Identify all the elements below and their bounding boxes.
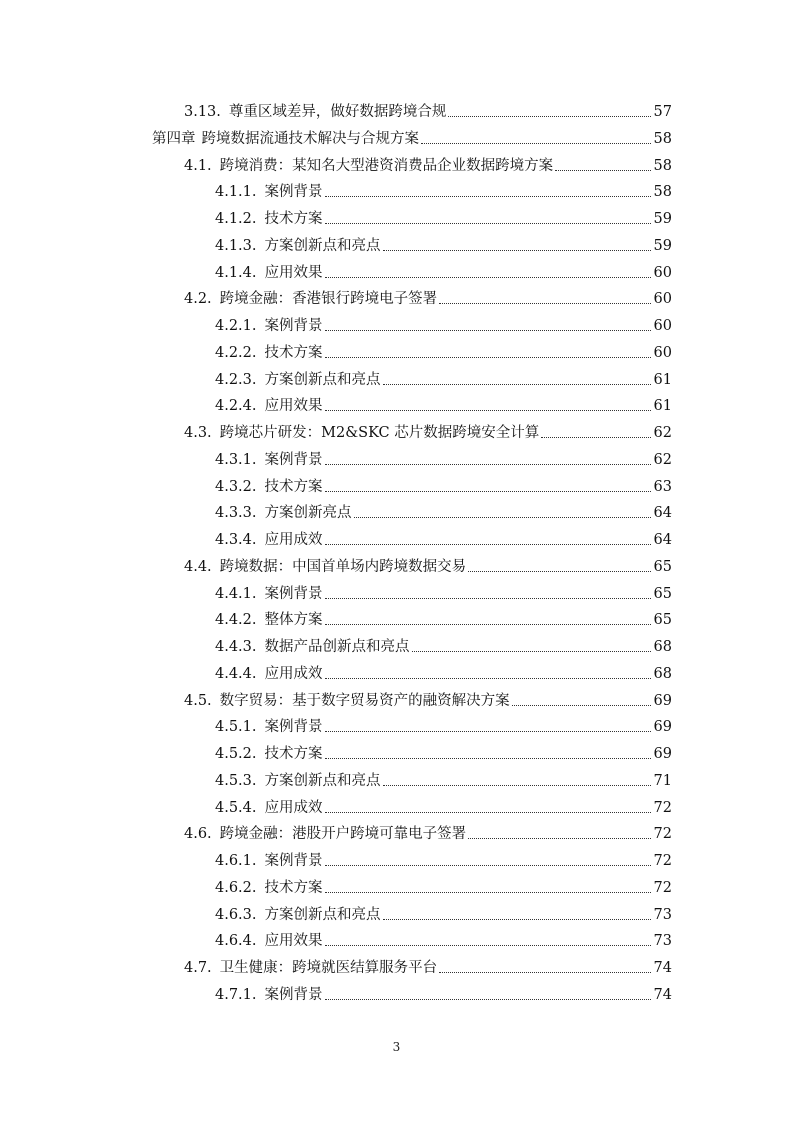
toc-entry[interactable] (215, 338, 672, 362)
toc-entry[interactable] (215, 311, 672, 335)
toc-entry-title: 数据产品创新点和亮点 (264, 639, 410, 655)
toc-dot-leader (325, 677, 651, 679)
toc-entry-number: 4.4. (184, 558, 212, 575)
toc-entry-page: 72 (653, 853, 672, 869)
toc-entry-number: 4.1.3. (215, 237, 257, 254)
toc-entry-number: 3.13. (184, 104, 221, 120)
toc-entry[interactable] (215, 391, 672, 415)
toc-entry-number: 4.3.2. (215, 478, 257, 495)
toc-entry-page: 57 (653, 104, 672, 120)
toc-dot-leader (325, 623, 651, 625)
toc-dot-leader (325, 891, 651, 893)
toc-entry-title: 技术方案 (264, 211, 323, 227)
toc-entry[interactable] (215, 365, 672, 389)
toc-entry-page: 63 (653, 478, 672, 495)
toc-entry-page: 60 (653, 291, 672, 308)
toc-entry-title: 案例背景 (264, 451, 323, 468)
toc-entry[interactable] (215, 739, 672, 763)
toc-entry[interactable] (184, 97, 672, 121)
toc-dot-leader (439, 971, 650, 973)
toc-entry[interactable] (184, 552, 672, 576)
toc-entry-number: 4.2.1. (215, 318, 257, 334)
toc-entry-page: 61 (653, 398, 672, 415)
toc-entry[interactable] (215, 873, 672, 897)
toc-entry-page: 74 (653, 960, 672, 976)
toc-entry-number: 4.4.3. (215, 639, 257, 655)
toc-entry-page: 72 (653, 879, 672, 896)
toc-dot-leader (325, 597, 651, 599)
toc-entry-page: 58 (653, 157, 672, 174)
toc-dot-leader (325, 757, 651, 759)
toc-entry-title: 应用效果 (264, 933, 323, 950)
toc-entry-title: 技术方案 (264, 478, 323, 495)
toc-entry[interactable] (215, 900, 672, 924)
toc-dot-leader (325, 944, 651, 946)
toc-entry-page: 73 (653, 906, 672, 923)
toc-dot-leader (325, 864, 651, 866)
toc-entry[interactable] (215, 659, 672, 683)
toc-entry[interactable] (215, 204, 672, 228)
toc-entry-number: 4.1.2. (215, 211, 257, 227)
toc-entry[interactable] (184, 819, 672, 843)
toc-dot-leader (448, 115, 650, 117)
toc-entry-page: 59 (653, 237, 672, 254)
toc-entry-page: 69 (653, 746, 672, 762)
toc-entry-number: 4.1.4. (215, 264, 257, 281)
toc-dot-leader (325, 811, 651, 813)
toc-dot-leader (325, 490, 651, 492)
toc-entry[interactable] (184, 151, 672, 175)
toc-entry[interactable] (215, 258, 672, 282)
toc-entry-number: 4.6.1. (215, 853, 257, 869)
toc-entry-title: 方案创新点和亮点 (264, 371, 381, 388)
toc-entry-number: 4.5.2. (215, 746, 257, 762)
toc-entry-page: 60 (653, 264, 672, 281)
toc-entry-number: 4.2. (184, 291, 212, 308)
toc-dot-leader (383, 918, 651, 920)
toc-dot-leader (468, 837, 650, 839)
toc-entry-number: 4.2.3. (215, 371, 257, 388)
toc-entry-page: 58 (653, 130, 672, 147)
toc-entry[interactable] (184, 284, 672, 308)
toc-entry-number: 4.5.3. (215, 772, 257, 789)
toc-entry-page: 60 (653, 318, 672, 334)
toc-entry[interactable] (215, 445, 672, 469)
toc-entry-page: 71 (653, 772, 672, 789)
toc-entry-title: 数字贸易：基于数字贸易资产的融资解决方案 (219, 692, 510, 709)
toc-dot-leader (421, 142, 651, 144)
toc-entry[interactable] (215, 605, 672, 629)
toc-dot-leader (383, 784, 651, 786)
toc-entry-title: 应用成效 (264, 665, 323, 682)
toc-chapter-entry[interactable] (152, 124, 672, 148)
toc-dot-leader (468, 570, 650, 572)
toc-entry-page: 58 (653, 184, 672, 201)
toc-entry-title: 方案创新点和亮点 (264, 906, 381, 923)
toc-entry-page: 59 (653, 211, 672, 227)
toc-entry-page: 65 (653, 612, 672, 629)
toc-entry-page: 72 (653, 826, 672, 843)
toc-entry-number: 4.3. (184, 425, 212, 441)
toc-entry-number: 4.4.4. (215, 665, 257, 682)
toc-entry[interactable] (215, 632, 672, 656)
page-number: 3 (392, 1040, 401, 1054)
toc-entry-title: 案例背景 (264, 719, 323, 736)
toc-entry-page: 68 (653, 665, 672, 682)
toc-entry-page: 69 (653, 692, 672, 709)
toc-dot-leader (325, 463, 651, 465)
toc-entry-number: 4.3.1. (215, 451, 257, 468)
toc-entry-number: 4.3.3. (215, 505, 257, 522)
toc-entry-title: 案例背景 (264, 986, 323, 1003)
toc-dot-leader (383, 383, 651, 385)
toc-entry-title: 应用效果 (264, 398, 323, 415)
toc-entry-number: 4.1. (184, 157, 212, 174)
toc-entry-page: 68 (653, 639, 672, 655)
toc-entry-page: 72 (653, 799, 672, 816)
toc-entry-page: 74 (653, 986, 672, 1003)
toc-entry-page: 62 (653, 425, 672, 441)
toc-dot-leader (512, 704, 651, 706)
toc-entry-title: 应用成效 (264, 532, 323, 548)
toc-entry[interactable] (215, 793, 672, 817)
toc-entry-number: 4.7.1. (215, 986, 257, 1003)
toc-dot-leader (325, 356, 651, 358)
toc-entry-title: 跨境消费：某知名大型港资消费品企业数据跨境方案 (219, 157, 554, 174)
toc-entry-title: 技术方案 (264, 746, 323, 762)
toc-dot-leader (439, 302, 650, 304)
toc-entry-title: 尊重区域差异，做好数据跨境合规 (228, 104, 447, 120)
toc-entry[interactable] (215, 177, 672, 201)
toc-entry[interactable] (215, 579, 672, 603)
toc-entry-title: 跨境数据流通技术解决与合规方案 (201, 130, 419, 147)
toc-dot-leader (325, 730, 651, 732)
toc-entry[interactable] (215, 712, 672, 736)
toc-entry-page: 60 (653, 344, 672, 361)
toc-entry[interactable] (215, 472, 672, 496)
toc-dot-leader (383, 249, 651, 251)
toc-dot-leader (555, 169, 650, 171)
toc-entry[interactable] (184, 418, 672, 442)
toc-dot-leader (325, 222, 651, 224)
toc-entry-title: 方案创新点和亮点 (264, 772, 381, 789)
toc-entry-title: 应用效果 (264, 264, 323, 281)
toc-dot-leader (325, 998, 651, 1000)
toc-dot-leader (325, 276, 651, 278)
toc-entry-page: 69 (653, 719, 672, 736)
toc-entry-title: 技术方案 (264, 879, 323, 896)
toc-dot-leader (354, 516, 651, 518)
toc-entry[interactable] (184, 686, 672, 710)
toc-entry-title: 方案创新亮点 (264, 505, 352, 522)
toc-entry-number: 4.3.4. (215, 532, 257, 548)
toc-entry[interactable] (215, 980, 672, 1004)
toc-entry-title: 案例背景 (264, 853, 323, 869)
toc-entry-title: 案例背景 (264, 585, 323, 602)
toc-entry[interactable] (215, 766, 672, 790)
toc-dot-leader (325, 195, 651, 197)
toc-entry[interactable] (215, 498, 672, 522)
toc-entry-page: 64 (653, 532, 672, 548)
toc-entry-number: 4.2.2. (215, 344, 257, 361)
toc-entry-page: 64 (653, 505, 672, 522)
toc-entry[interactable] (215, 846, 672, 870)
toc-entry-page: 62 (653, 451, 672, 468)
toc-entry[interactable] (215, 926, 672, 950)
toc-entry-title: 卫生健康：跨境就医结算服务平台 (219, 960, 438, 976)
toc-entry-number: 4.5.1. (215, 719, 257, 736)
toc-entry[interactable] (215, 525, 672, 549)
toc-dot-leader (325, 409, 651, 411)
toc-entry-page: 65 (653, 558, 672, 575)
toc-entry-number: 4.6.2. (215, 879, 257, 896)
toc-entry-title: 跨境数据：中国首单场内跨境数据交易 (219, 558, 467, 575)
toc-entry-number: 4.6.4. (215, 933, 257, 950)
toc-entry-title: 跨境芯片研发：M2&SKC 芯片数据跨境安全计算 (219, 425, 540, 441)
toc-entry-title: 案例背景 (264, 318, 323, 334)
toc-entry-number: 4.6.3. (215, 906, 257, 923)
toc-entry-number: 4.4.2. (215, 612, 257, 629)
toc-entry-page: 73 (653, 933, 672, 950)
toc-dot-leader (541, 436, 650, 438)
toc-entry-title: 整体方案 (264, 612, 323, 629)
toc-entry-title: 跨境金融：香港银行跨境电子签署 (219, 291, 438, 308)
toc-entry-title: 跨境金融：港股开户跨境可靠电子签署 (219, 826, 467, 843)
toc-entry-number: 第四章 (152, 130, 196, 147)
toc-entry-number: 4.5. (184, 692, 212, 709)
toc-dot-leader (412, 650, 651, 652)
toc-entry-page: 65 (653, 585, 672, 602)
toc-entry-title: 应用成效 (264, 799, 323, 816)
toc-entry-number: 4.1.1. (215, 184, 257, 201)
toc-entry-number: 4.4.1. (215, 585, 257, 602)
toc-dot-leader (325, 543, 651, 545)
toc-entry-page: 61 (653, 371, 672, 388)
toc-dot-leader (325, 329, 651, 331)
toc-entry-title: 方案创新点和亮点 (264, 237, 381, 254)
toc-entry[interactable] (184, 953, 672, 977)
toc-entry-number: 4.5.4. (215, 799, 257, 816)
toc-entry[interactable] (215, 231, 672, 255)
toc-entry-title: 技术方案 (264, 344, 323, 361)
toc-entry-number: 4.7. (184, 960, 212, 976)
toc-entry-title: 案例背景 (264, 184, 323, 201)
toc-entry-number: 4.2.4. (215, 398, 257, 415)
toc-entry-number: 4.6. (184, 826, 212, 843)
